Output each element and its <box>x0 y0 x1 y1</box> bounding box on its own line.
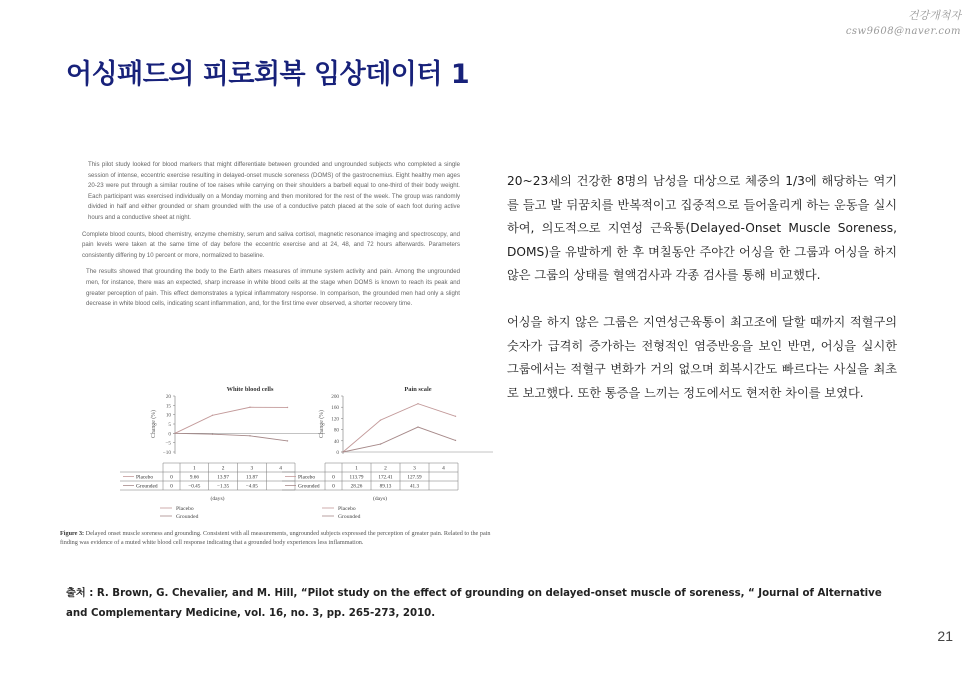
table-cell: 172.41 <box>378 474 393 481</box>
brand-email: csw9608@naver.com <box>845 26 961 37</box>
data-point <box>380 419 381 420</box>
study-figure <box>60 160 500 560</box>
table-cell: −4.05 <box>245 483 258 490</box>
y-tick-label: −10 <box>162 450 171 456</box>
data-point <box>342 451 343 452</box>
caption-text: Delayed onset muscle soreness and grounding. Consistent with all measurements, ungrounded subjects expressed the perception of greater pain. Related to the pain finding was evidence of a muted white blood cell response indicating that a grounded body experiences less inflammation. <box>60 530 491 546</box>
table-cell: 13.97 <box>217 474 229 481</box>
data-point <box>455 416 456 417</box>
y-tick-label: −5 <box>165 440 171 447</box>
figure-paragraph-2: Complete blood counts, blood chemistry, enzyme chemistry, serum and saliva cortisol, magnetic resonance imaging and spectroscopy, and pain levels were taken at the same time of day before the eccentric exercise and at 24, 48, and 72 hours afterwards. Parameters consistently differing by 10 percent or more, normalized to baseline. <box>82 230 460 259</box>
y-tick-label: 160 <box>331 405 339 412</box>
y-tick-label: 0 <box>168 431 171 438</box>
x-axis-label: (days) <box>210 496 225 502</box>
y-tick-label: 10 <box>165 412 171 419</box>
data-point <box>287 440 288 441</box>
source-text: R. Brown, G. Chevalier, and M. Hill, “Pilot study on the effect of grounding on delayed-onset muscle of soreness, “ Journal of Alternative and Complementary Medicine, vol. 16, no. 3, pp. 265-273, 2010. <box>66 588 882 619</box>
series-line-placebo <box>343 404 456 452</box>
data-point <box>417 426 418 427</box>
y-tick-label: 0 <box>336 450 339 456</box>
table-header: 3 <box>413 465 416 472</box>
chart-title: Pain scale <box>404 386 432 393</box>
summary-paragraph-1: 20~23세의 건강한 8명의 남성을 대상으로 체중의 1/3에 해당하는 역기를 들고 발 뒤꿈치를 반복적이고 집중적으로 들어올리게 하는 운동을 실시하여, 의도적으로 지연성 근육통(Delayed-Onset Muscle Soreness, DOMS)을 유발하게 한 후 며칠동안 주야간 어싱을 한 그룹과 어싱을 하지 않은 그룹의 상태를 혈액검사과 각종 검사를 통해 비교했다. <box>507 174 897 283</box>
legend-label-grounded: Grounded <box>176 514 199 520</box>
table-cell: 41.3 <box>409 483 420 490</box>
table-cell: 9.66 <box>189 474 199 481</box>
series-line-placebo <box>175 407 288 433</box>
table-series-label: Placebo <box>136 474 154 481</box>
legend-label-grounded: Grounded <box>338 514 361 520</box>
brand-name: 건강개척자 <box>907 9 961 22</box>
y-tick-label: 5 <box>168 422 171 428</box>
data-point <box>380 443 381 444</box>
brand-watermark <box>846 8 961 40</box>
summary-paragraph-2: 어싱을 하지 않은 그룹은 지연성근육통이 최고조에 달할 때까지 적혈구의 숫자가 급격히 증가하는 전형적인 염증반응을 보인 반면, 어싱을 실시한 그룹에서는 적혈구 변화가 거의 없으며 회복시간도 빠르다는 사실을 최초로 보고했다. 또한 통증을 느끼는 정도에서도 현저한 차이를 보였다. <box>507 314 897 400</box>
caption-label: Figure 3: <box>60 530 85 537</box>
source-citation <box>66 584 906 624</box>
table-header: 2 <box>384 465 387 472</box>
y-tick-label: 80 <box>333 427 339 434</box>
legend-label-placebo: Placebo <box>176 506 194 512</box>
data-point <box>417 403 418 404</box>
table-cell: 13.87 <box>246 474 258 481</box>
table-series-label: Grounded <box>298 483 320 490</box>
legend-label-placebo: Placebo <box>338 506 356 512</box>
y-tick-label: 15 <box>165 403 171 410</box>
table-header: 4 <box>279 465 282 472</box>
data-point <box>249 407 250 408</box>
summary-text <box>507 170 897 428</box>
table-header: 1 <box>193 465 196 472</box>
table-cell: 0 <box>170 483 173 490</box>
series-line-grounded <box>175 433 288 441</box>
table-header: 3 <box>250 465 254 472</box>
source-label: 출처 : <box>66 588 97 599</box>
table-cell: 28.26 <box>350 483 363 490</box>
y-tick-label: 40 <box>333 438 339 445</box>
table-cell: 0 <box>170 474 173 481</box>
y-tick-label: 200 <box>331 394 339 400</box>
data-point <box>455 440 456 441</box>
data-point <box>287 407 288 408</box>
table-cell: 89.13 <box>379 483 392 490</box>
table-cell: 127.59 <box>407 474 422 481</box>
data-point <box>212 433 213 434</box>
series-line-grounded <box>343 427 456 452</box>
y-axis-label: Change (%) <box>151 410 157 438</box>
table-cell: −0.45 <box>188 483 201 490</box>
table-series-label: Grounded <box>136 483 158 490</box>
y-axis-label: Change (%) <box>319 410 325 438</box>
figure-caption <box>60 530 496 547</box>
data-point <box>212 415 213 416</box>
chart-title: White blood cells <box>226 386 274 393</box>
data-point <box>174 433 175 434</box>
table-cell: −1.35 <box>217 483 230 490</box>
page-number: 21 <box>937 628 953 644</box>
data-point <box>249 435 250 436</box>
table-cell: 0 <box>332 474 335 481</box>
page-title: 어싱패드의 피로회복 임상데이터 1 <box>66 59 470 90</box>
table-header: 1 <box>355 465 358 472</box>
table-cell: 113.79 <box>349 474 364 481</box>
charts <box>60 382 500 530</box>
y-tick-label: 20 <box>165 394 171 400</box>
y-tick-label: 120 <box>331 416 339 423</box>
table-header: 2 <box>221 465 225 472</box>
figure-paragraph-1: This pilot study looked for blood markers that might differentiate between grounded and ungrounded subjects who completed a single session of intense, eccentric exercise resulting in delayed-onset muscle soreness (DOMS) of the gastrocnemius. Eight healthy men ages 20-23 were put through a similar routine of toe raises while carrying on their shoulders a barbell equal to one-third of their body weight. Each participant was exercised individually on a Monday morning and then monitored for the rest of the week. The group was randomly divided in half and either grounded or sham grounded with the use of a conductive patch placed at the sole of each foot during active hours and a conductive sheet at night. <box>88 161 460 221</box>
table-header: 4 <box>442 465 445 472</box>
figure-paragraph-3: The results showed that grounding the body to the Earth alters measures of immune system activity and pain. Among the ungrounded men, for instance, there was an expected, sharp increase in white blood cells at the stage when DOMS is known to reach its peak and greater perception of pain. This effect demonstrates a typical inflammatory response. In comparison, the grounded men had only a slight decrease in white blood cells, indicating scant inflammation, and, for the first time ever observed, a shorter recovery time. <box>86 268 460 308</box>
table-series-label: Placebo <box>298 474 316 481</box>
x-axis-label: (days) <box>373 496 387 502</box>
table-cell: 0 <box>332 483 335 490</box>
